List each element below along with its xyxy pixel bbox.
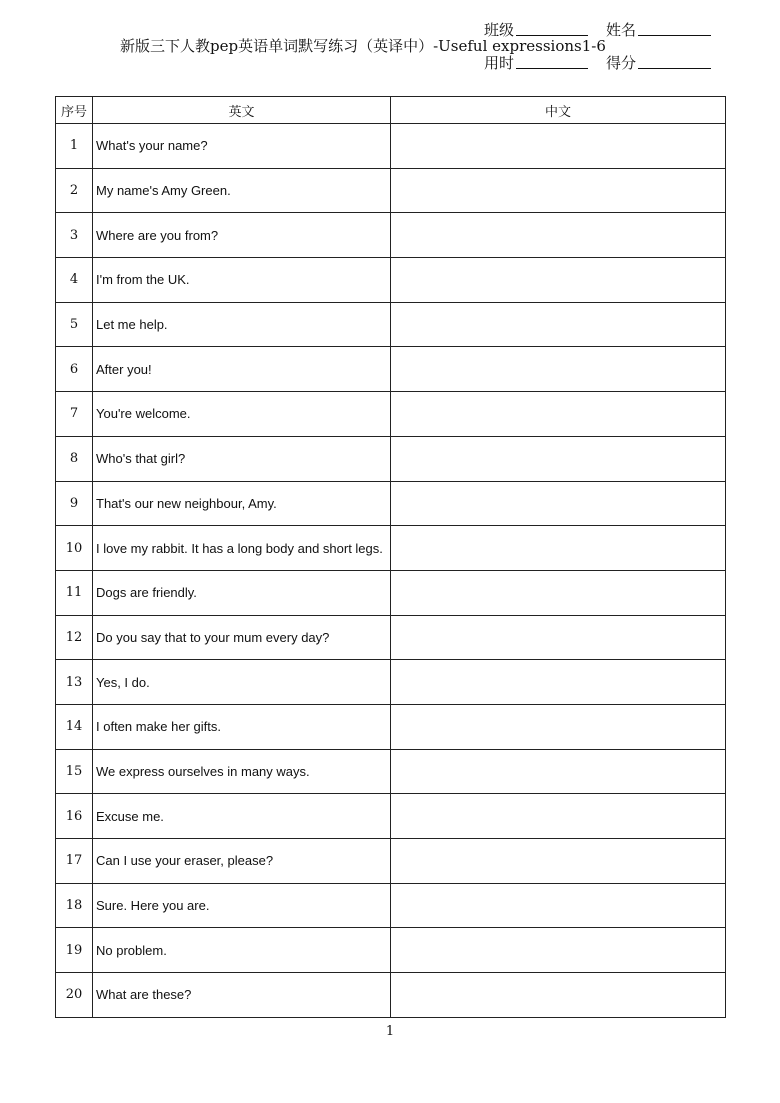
table-row <box>56 615 726 660</box>
english-phrase: What are these? <box>93 973 391 1018</box>
english-phrase: I often make her gifts. <box>93 704 391 749</box>
row-number: 9 <box>56 481 93 526</box>
row-number: 8 <box>56 436 93 481</box>
table-row <box>56 704 726 749</box>
row-number: 4 <box>56 258 93 303</box>
chinese-answer-cell[interactable] <box>391 660 726 705</box>
english-phrase: Can I use your eraser, please? <box>93 839 391 884</box>
english-phrase: Do you say that to your mum every day? <box>93 615 391 660</box>
english-phrase: You're welcome. <box>93 392 391 437</box>
chinese-answer-cell[interactable] <box>391 258 726 303</box>
time-blank[interactable] <box>516 67 588 69</box>
row-number: 1 <box>56 124 93 169</box>
header-english: 英文 <box>93 97 391 124</box>
row-number: 14 <box>56 704 93 749</box>
row-number: 20 <box>56 973 93 1018</box>
name-field[interactable] <box>606 19 711 40</box>
chinese-answer-cell[interactable] <box>391 704 726 749</box>
table-row <box>56 973 726 1018</box>
table-row <box>56 436 726 481</box>
table-row <box>56 928 726 973</box>
score-field[interactable] <box>606 52 711 73</box>
table-row <box>56 883 726 928</box>
row-number: 6 <box>56 347 93 392</box>
table-row <box>56 526 726 571</box>
table-row <box>56 124 726 169</box>
chinese-answer-cell[interactable] <box>391 570 726 615</box>
english-phrase: After you! <box>93 347 391 392</box>
english-phrase: Let me help. <box>93 302 391 347</box>
row-number: 12 <box>56 615 93 660</box>
chinese-answer-cell[interactable] <box>391 794 726 839</box>
row-number: 5 <box>56 302 93 347</box>
english-phrase: No problem. <box>93 928 391 973</box>
table-row <box>56 839 726 884</box>
english-phrase: I'm from the UK. <box>93 258 391 303</box>
english-phrase: That's our new neighbour, Amy. <box>93 481 391 526</box>
english-phrase: Yes, I do. <box>93 660 391 705</box>
row-number: 2 <box>56 168 93 213</box>
table-row <box>56 570 726 615</box>
table-row <box>56 481 726 526</box>
chinese-answer-cell[interactable] <box>391 839 726 884</box>
english-phrase: I love my rabbit. It has a long body and short legs. <box>93 526 391 571</box>
page-title: 新版三下人教pep英语单词默写练习（英译中）-Useful expressions1-6 <box>120 37 606 55</box>
name-blank[interactable] <box>638 34 711 36</box>
class-blank[interactable] <box>516 34 588 36</box>
row-number: 18 <box>56 883 93 928</box>
row-number: 17 <box>56 839 93 884</box>
english-phrase: Where are you from? <box>93 213 391 258</box>
english-phrase: Dogs are friendly. <box>93 570 391 615</box>
score-label: 得分 <box>606 54 637 72</box>
chinese-answer-cell[interactable] <box>391 213 726 258</box>
english-phrase: Excuse me. <box>93 794 391 839</box>
table-row <box>56 213 726 258</box>
english-phrase: Sure. Here you are. <box>93 883 391 928</box>
chinese-answer-cell[interactable] <box>391 168 726 213</box>
time-field[interactable] <box>484 52 588 73</box>
table-row <box>56 168 726 213</box>
score-blank[interactable] <box>638 67 711 69</box>
chinese-answer-cell[interactable] <box>391 749 726 794</box>
chinese-answer-cell[interactable] <box>391 928 726 973</box>
time-label: 用时 <box>484 54 515 72</box>
chinese-answer-cell[interactable] <box>391 973 726 1018</box>
chinese-answer-cell[interactable] <box>391 436 726 481</box>
chinese-answer-cell[interactable] <box>391 302 726 347</box>
row-number: 19 <box>56 928 93 973</box>
page-number: 1 <box>385 1024 395 1039</box>
table-row <box>56 258 726 303</box>
chinese-answer-cell[interactable] <box>391 347 726 392</box>
row-number: 7 <box>56 392 93 437</box>
table-row <box>56 794 726 839</box>
header-number: 序号 <box>56 97 93 124</box>
table-row <box>56 749 726 794</box>
row-number: 13 <box>56 660 93 705</box>
name-label: 姓名 <box>606 21 637 39</box>
class-field[interactable] <box>484 19 588 40</box>
english-phrase: We express ourselves in many ways. <box>93 749 391 794</box>
chinese-answer-cell[interactable] <box>391 883 726 928</box>
header-chinese: 中文 <box>391 97 726 124</box>
chinese-answer-cell[interactable] <box>391 526 726 571</box>
chinese-answer-cell[interactable] <box>391 392 726 437</box>
table-header-row <box>56 97 726 124</box>
chinese-answer-cell[interactable] <box>391 481 726 526</box>
row-number: 3 <box>56 213 93 258</box>
table-row <box>56 302 726 347</box>
row-number: 16 <box>56 794 93 839</box>
row-number: 15 <box>56 749 93 794</box>
english-phrase: My name's Amy Green. <box>93 168 391 213</box>
dictation-table <box>55 96 726 1018</box>
class-label: 班级 <box>484 21 515 39</box>
table-row <box>56 392 726 437</box>
table-row <box>56 660 726 705</box>
table-row <box>56 347 726 392</box>
english-phrase: Who's that girl? <box>93 436 391 481</box>
chinese-answer-cell[interactable] <box>391 124 726 169</box>
chinese-answer-cell[interactable] <box>391 615 726 660</box>
row-number: 10 <box>56 526 93 571</box>
row-number: 11 <box>56 570 93 615</box>
english-phrase: What's your name? <box>93 124 391 169</box>
